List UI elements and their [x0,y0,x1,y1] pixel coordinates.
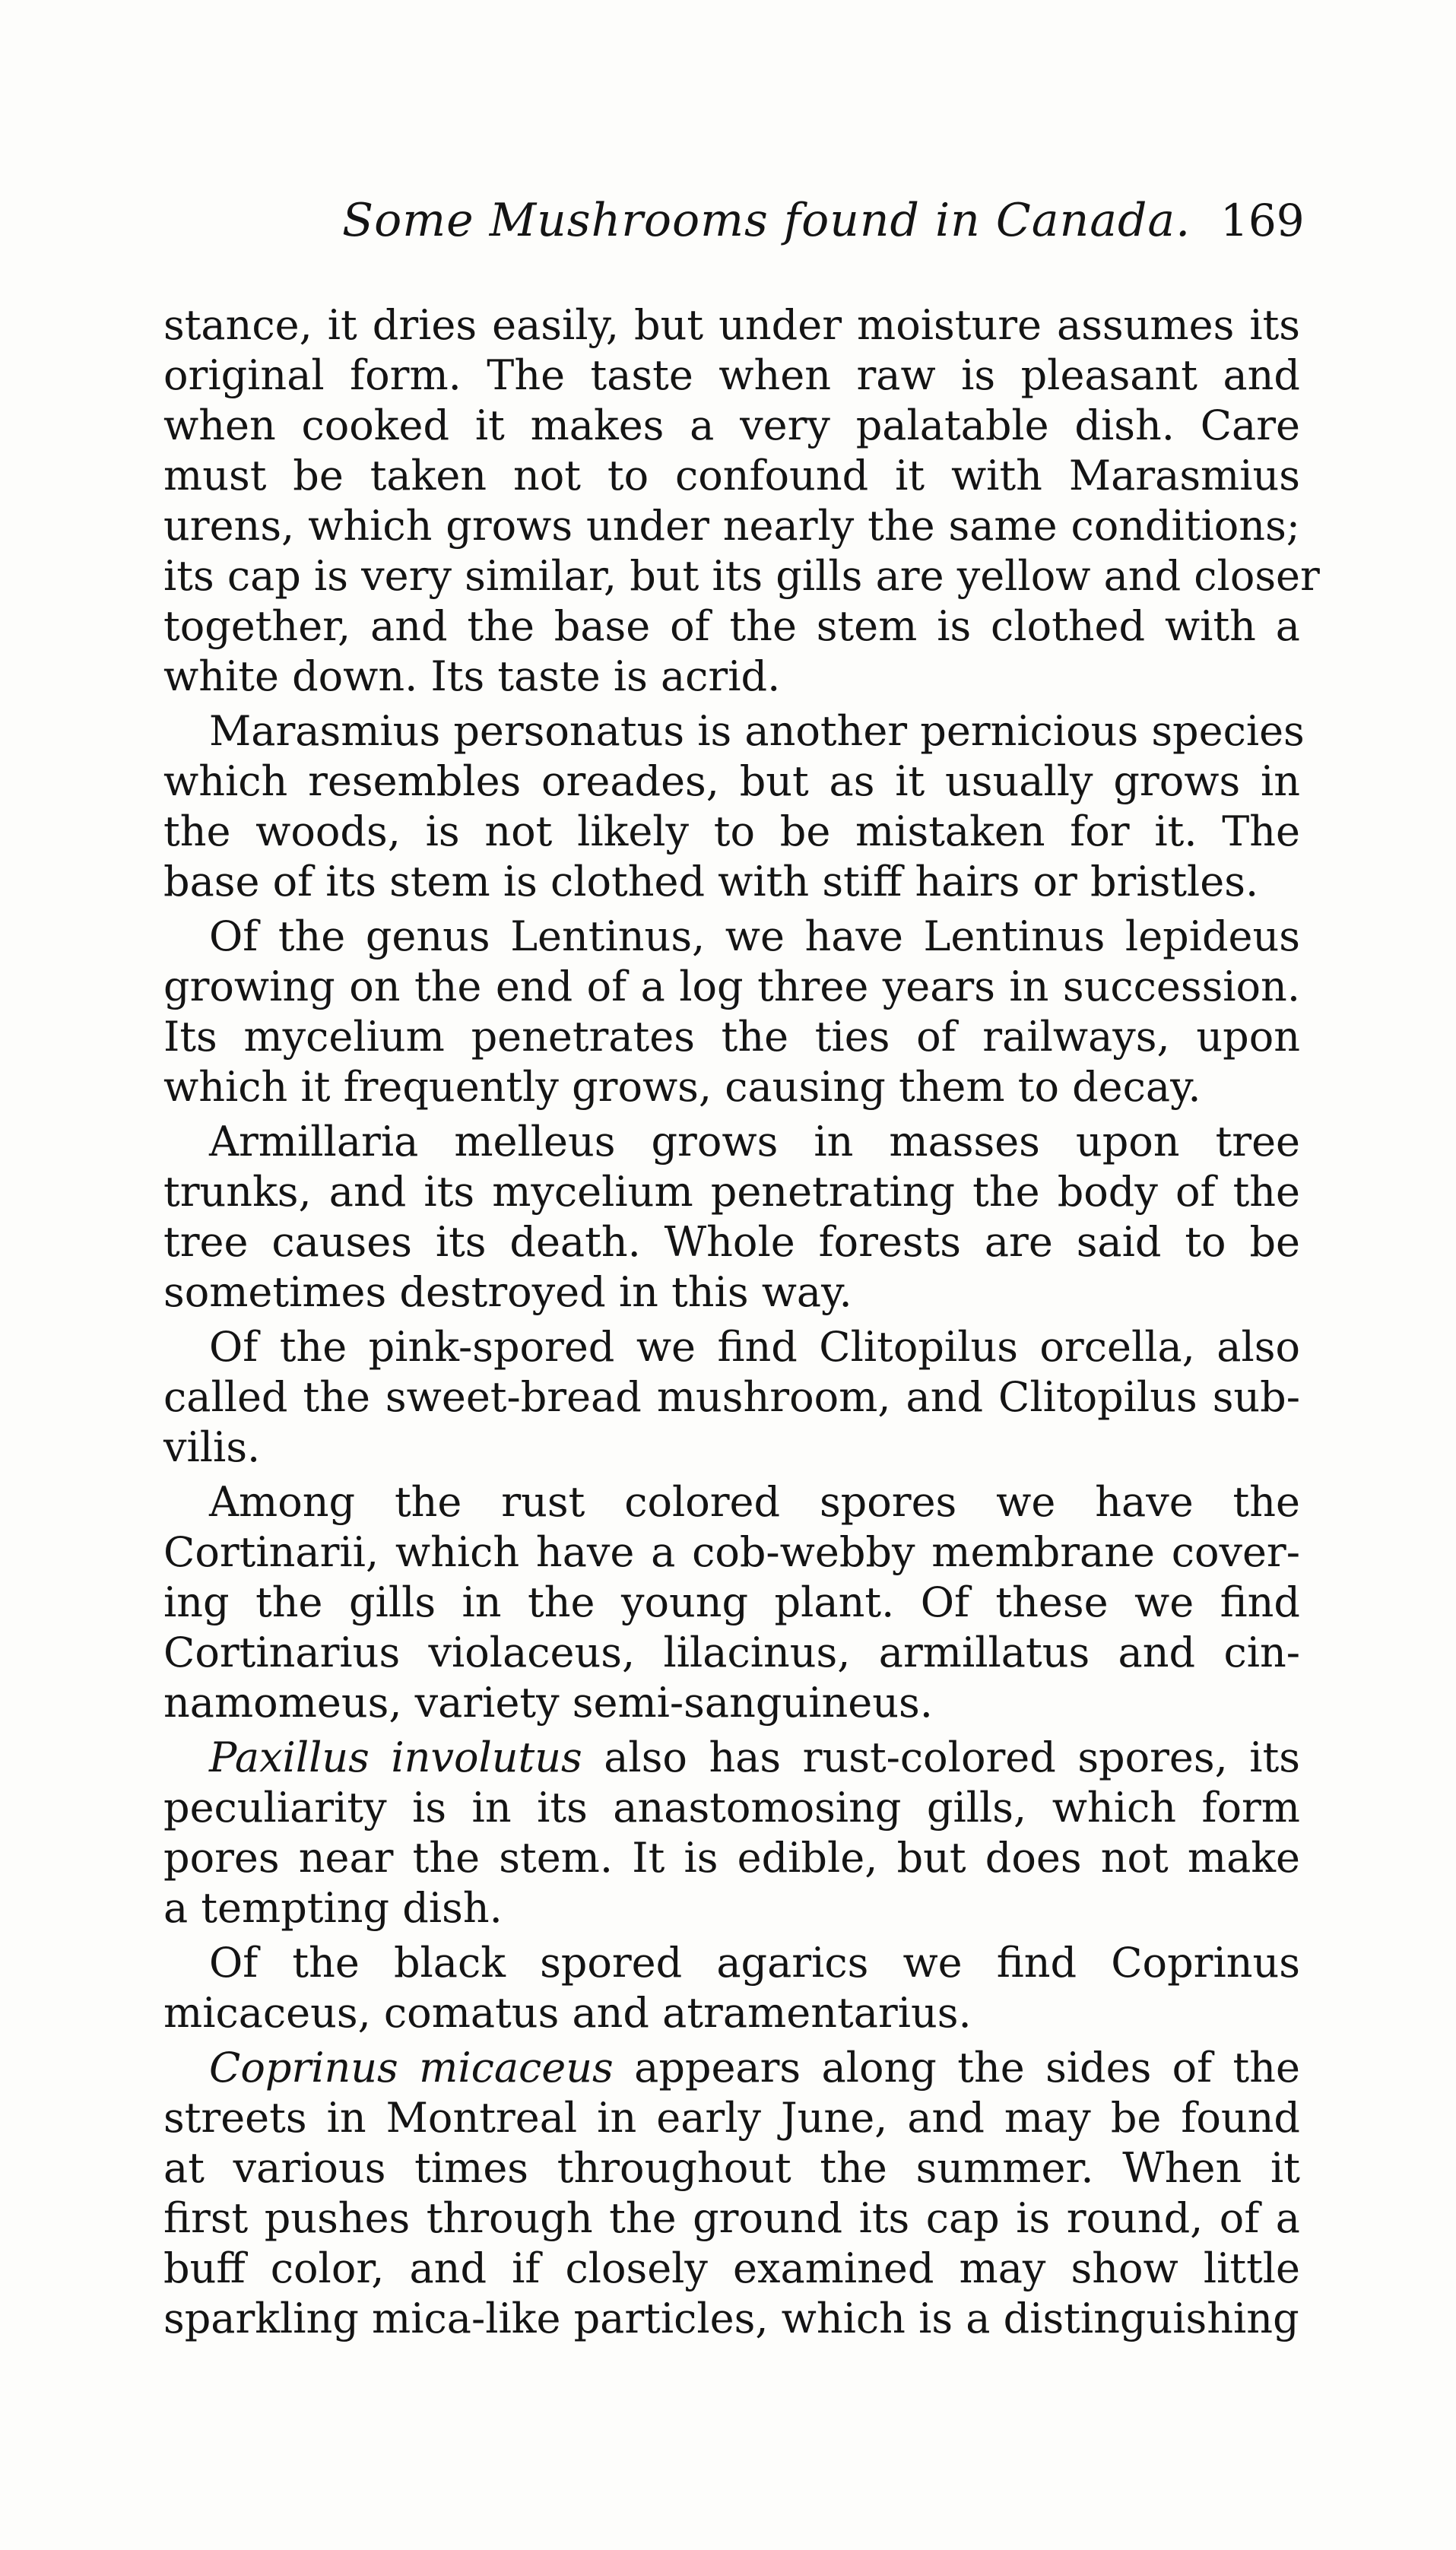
text-line [163,962,1300,1012]
text-line [163,1062,1300,1112]
text-line [163,706,1305,756]
text-run: vilis. [163,1423,261,1471]
italic-species-name: Paxillus involutus [209,1733,582,1781]
text-run: growing on the end of a log three years in succession. [163,963,1300,1010]
text-line [163,401,1300,451]
text-line [163,857,1300,907]
text-run: which it frequently grows, causing them to decay. [163,1063,1201,1111]
text-run: pores near the stem. It is edible, but does not make [163,1834,1300,1882]
text-run: sometimes destroyed in this way. [163,1268,852,1316]
text-line [163,2043,1300,2093]
text-line [163,756,1300,807]
text-line [163,2193,1300,2244]
paragraph [163,1733,1300,1933]
text-run: white down. Its taste is acrid. [163,652,781,700]
text-run: ing the gills in the young plant. Of these we find [163,1578,1300,1626]
paragraph [163,1322,1300,1473]
paragraph [163,1117,1300,1318]
text-run: a tempting dish. [163,1884,503,1932]
text-line [163,1217,1300,1267]
paragraph [163,706,1305,907]
text-line [163,1678,1300,1728]
text-run: peculiarity is in its anastomosing gills, which form [163,1784,1300,1832]
text-run: Armillaria melleus grows in masses upon tree [209,1118,1300,1166]
text-run: urens, which grows under nearly the same conditions; [163,502,1300,550]
text-run: Among the rust colored spores we have the [209,1478,1300,1526]
text-run: Of the black spored agarics we find Coprinus [209,1939,1300,1987]
text-line [163,807,1300,857]
text-run: also has rust-colored spores, its [582,1733,1300,1781]
text-line [163,1422,1300,1473]
text-line [163,912,1300,962]
paragraph-gap [163,2344,1300,2349]
text-run: must be taken not to confound it with Marasmius [163,452,1300,500]
text-run: Marasmius personatus is another pernicious species [209,707,1305,755]
text-run: buff color, and if closely examined may show little [163,2244,1300,2292]
paragraph [163,1938,1300,2038]
text-line [163,1733,1300,1783]
text-run: the woods, is not likely to be mistaken for it. The [163,807,1300,855]
text-run: first pushes through the ground its cap is round, of a [163,2194,1300,2242]
page-number: 169 [1220,195,1305,246]
running-title: Some Mushrooms found in Canada. [342,194,1191,247]
text-line [163,601,1300,652]
text-run: micaceus, comatus and atramentarius. [163,1989,972,2037]
body-text [163,300,1320,2349]
text-line [163,1012,1300,1062]
text-line [163,2143,1300,2193]
text-line [163,501,1300,551]
text-line [163,1578,1300,1628]
text-run: Cortinarius violaceus, lilacinus, armillatus and cin- [163,1629,1300,1676]
text-run: Of the pink-spored we find Clitopilus orcella, also [209,1323,1300,1371]
text-line [163,551,1320,601]
text-line [163,652,1300,702]
text-run: Its mycelium penetrates the ties of railways, upon [163,1013,1300,1061]
text-run: streets in Montreal in early June, and may be found [163,2094,1300,2142]
text-run: called the sweet-bread mushroom, and Clitopilus sub- [163,1373,1300,1421]
running-head [163,190,1304,258]
text-line [163,1477,1300,1527]
text-run: together, and the base of the stem is clothed with a [163,602,1300,650]
text-line [163,1267,1300,1318]
text-line [163,350,1300,401]
text-run: at various times throughout the summer. When it [163,2144,1300,2192]
paragraph [163,912,1300,1112]
text-run: Of the genus Lentinus, we have Lentinus lepideus [209,912,1300,960]
text-line [163,1167,1300,1217]
text-run: trunks, and its mycelium penetrating the body of the [163,1168,1300,1216]
text-line [163,1372,1300,1422]
text-run: base of its stem is clothed with stiff hairs or bristles. [163,858,1259,906]
text-line [163,2093,1300,2143]
text-line [163,1783,1300,1833]
text-run: Cortinarii, which have a cob-webby membrane cover- [163,1528,1300,1576]
text-run: which resembles oreades, but as it usually grows in [163,757,1300,805]
text-line [163,1988,1300,2038]
text-run: stance, it dries easily, but under moisture assumes its [163,301,1300,349]
paragraph [163,2043,1300,2344]
paragraph [163,300,1320,702]
text-run: original form. The taste when raw is pleasant and [163,351,1300,399]
text-line [163,1628,1300,1678]
text-run: tree causes its death. Whole forests are said to be [163,1218,1300,1266]
text-run: sparkling mica-like particles, which is a distinguishing [163,2295,1299,2342]
text-line [163,451,1300,501]
text-line [163,1833,1300,1883]
text-line [163,1117,1300,1167]
text-run: when cooked it makes a very palatable dish. Care [163,401,1300,449]
paragraph [163,1477,1300,1728]
text-line [163,300,1300,350]
text-run: its cap is very similar, but its gills are yellow and closer [163,552,1320,600]
text-line [163,2244,1300,2294]
text-run: namomeus, variety semi-sanguineus. [163,1679,933,1727]
text-line [163,1527,1300,1578]
text-run: appears along the sides of the [613,2044,1300,2092]
text-line [163,1322,1300,1372]
italic-species-name: Coprinus micaceus [209,2044,614,2092]
text-line [163,1938,1300,1988]
text-line [163,2294,1300,2344]
text-line [163,1883,1300,1933]
